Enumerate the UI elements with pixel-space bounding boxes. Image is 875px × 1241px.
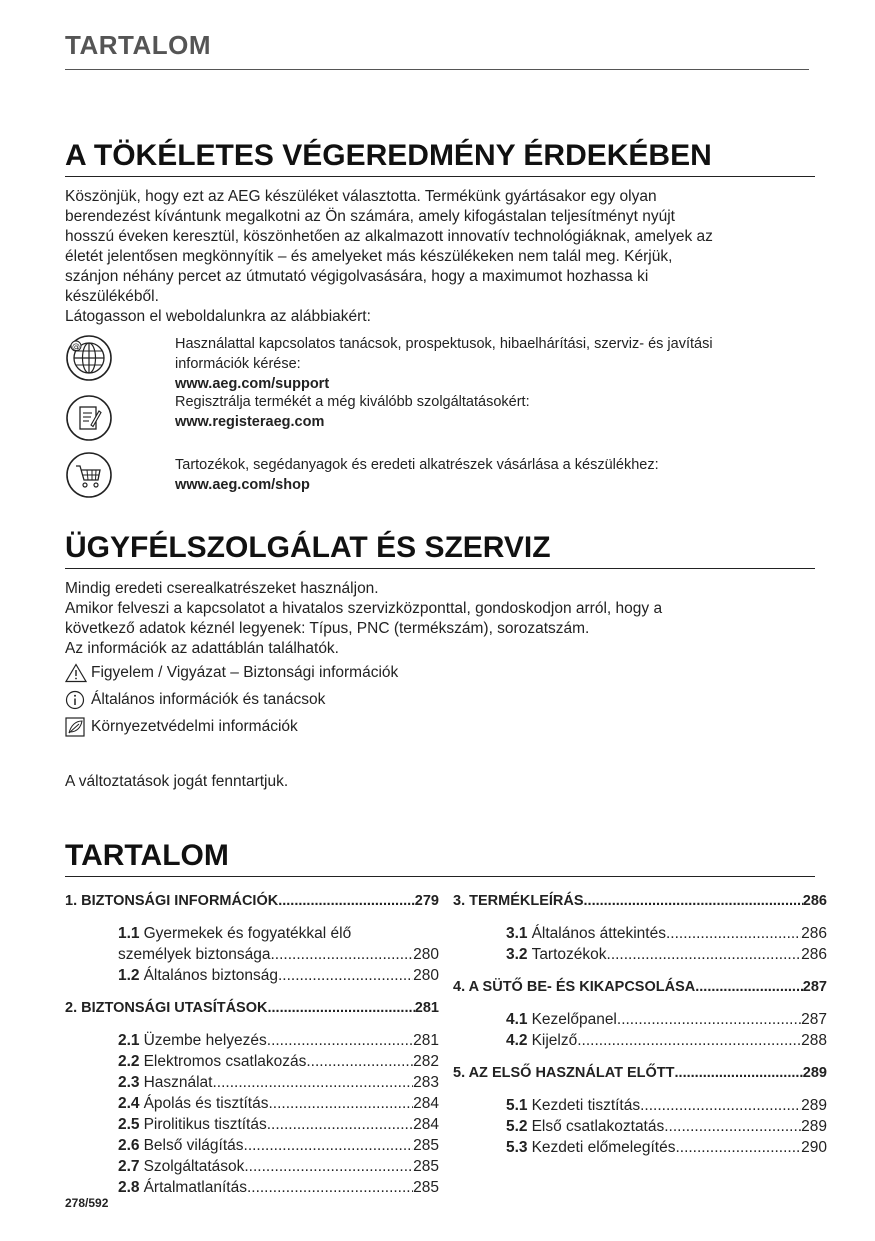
toc-entry[interactable] xyxy=(118,1051,439,1072)
toc-entry[interactable] xyxy=(118,1114,439,1135)
toc-chapter[interactable] xyxy=(453,1060,827,1086)
section-intro xyxy=(65,138,815,493)
toc-page: 281 xyxy=(413,1032,439,1049)
legend-label: Figyelem / Vigyázat – Biztonsági információk xyxy=(91,663,399,681)
toc-entry-number: 2.7 xyxy=(118,1158,140,1175)
toc-page: 283 xyxy=(413,1074,439,1091)
toc-entry[interactable] xyxy=(506,1137,827,1158)
toc-page: 289 xyxy=(802,1065,827,1081)
toc-entry-number: 2.4 xyxy=(118,1095,140,1112)
contact-register xyxy=(65,394,815,446)
toc-entry[interactable] xyxy=(506,1009,827,1030)
toc-title: TARTALOM xyxy=(65,838,815,877)
toc-page: 284 xyxy=(413,1116,439,1133)
toc-entry-title: Használat xyxy=(143,1074,213,1091)
section-title: ÜGYFÉLSZOLGÁLAT ÉS SZERVIZ xyxy=(65,530,815,569)
toc-entry-title: Kezelőpanel xyxy=(531,1011,617,1028)
toc-entry-number: 1.1 xyxy=(118,925,140,942)
toc-entry-title: Gyermekek és fogyatékkal élő xyxy=(143,925,352,942)
toc-chapter[interactable] xyxy=(65,888,439,914)
contact-text xyxy=(175,334,815,394)
toc-entry-title: Ártalmatlanítás xyxy=(143,1179,247,1196)
service-line: Mindig eredeti cserealkatrészeket használjon. xyxy=(65,580,379,597)
shopping-cart-icon xyxy=(65,451,113,499)
toc-entry-title: Általános biztonság xyxy=(143,967,278,984)
toc-entry-number: 5.2 xyxy=(506,1118,528,1135)
toc-entry[interactable] xyxy=(118,1072,439,1093)
toc-page: 286 xyxy=(802,893,827,909)
toc-page: 290 xyxy=(801,1139,827,1156)
info-icon xyxy=(65,690,87,710)
toc-chapter[interactable] xyxy=(65,995,439,1021)
toc-chapter[interactable] xyxy=(453,888,827,914)
running-header xyxy=(65,30,809,70)
toc-chapter-title: 1. BIZTONSÁGI INFORMÁCIÓK xyxy=(65,893,279,909)
toc-page: 287 xyxy=(802,979,827,995)
toc-page: 287 xyxy=(801,1011,827,1028)
intro-line: készülékéből. xyxy=(65,288,159,305)
toc-entry-number: 2.3 xyxy=(118,1074,140,1091)
toc-entry[interactable] xyxy=(506,1116,827,1137)
toc-page: 289 xyxy=(801,1118,827,1135)
toc-entry-title: Ápolás és tisztítás xyxy=(143,1095,269,1112)
leaf-icon xyxy=(65,717,87,737)
section-title: A TÖKÉLETES VÉGEREDMÉNY ÉRDEKÉBEN xyxy=(65,138,815,177)
legend-environment xyxy=(65,713,815,740)
toc-entry-number: 2.8 xyxy=(118,1179,140,1196)
changes-note: A változtatások jogát fenntartjuk. xyxy=(65,773,289,790)
register-link[interactable]: www.registeraeg.com xyxy=(175,414,325,430)
toc-entry-title: Általános áttekintés xyxy=(531,925,666,942)
toc-entry-number: 2.1 xyxy=(118,1032,140,1049)
toc-page: 286 xyxy=(801,946,827,963)
toc-right-column xyxy=(453,888,827,1158)
toc-page: 288 xyxy=(801,1032,827,1049)
warning-icon xyxy=(65,663,87,683)
toc-entry-number: 3.2 xyxy=(506,946,528,963)
intro-line: Köszönjük, hogy ezt az AEG készüléket választotta. Termékünk gyártásakor egy olyan xyxy=(65,188,657,205)
toc-entry-title: Kezdeti előmelegítés xyxy=(531,1139,676,1156)
toc-entry-number: 1.2 xyxy=(118,967,140,984)
toc-chapter-title: 3. TERMÉKLEÍRÁS xyxy=(453,893,584,909)
toc-entry[interactable] xyxy=(118,1177,439,1198)
toc-entry-title: Első csatlakoztatás xyxy=(531,1118,665,1135)
contact-text xyxy=(175,392,815,432)
toc-page: 289 xyxy=(801,1097,827,1114)
intro-line: életét jelentősen megkönnyítik – és amelyeket más készülékeken nem talál meg. Kérjük, xyxy=(65,248,673,265)
toc-entry-number: 3.1 xyxy=(506,925,528,942)
toc-entry[interactable] xyxy=(118,1135,439,1156)
toc-entry[interactable] xyxy=(506,1030,827,1051)
legend-info xyxy=(65,686,815,713)
toc-entry-title: Kijelző xyxy=(531,1032,578,1049)
legend-warning xyxy=(65,659,815,686)
toc-entry-title: Pirolitikus tisztítás xyxy=(143,1116,267,1133)
toc-section xyxy=(65,838,815,877)
toc-page: 286 xyxy=(801,925,827,942)
support-link[interactable]: www.aeg.com/support xyxy=(175,376,330,392)
toc-chapter-title: 4. A SÜTŐ BE- ÉS KIKAPCSOLÁSA xyxy=(453,979,696,995)
toc-page: 279 xyxy=(414,893,439,909)
toc-entry-title: Elektromos csatlakozás xyxy=(143,1053,307,1070)
toc-chapter[interactable] xyxy=(453,974,827,1000)
contact-description: Regisztrálja termékét a még kiválóbb szolgáltatásokért: xyxy=(175,394,530,410)
toc-entry-title: Belső világítás xyxy=(143,1137,244,1154)
intro-line: hosszú éveken keresztül, köszönhetően az alkalmazott innovatív technológiáknak, amelyek az xyxy=(65,228,713,245)
toc-entry-title: Szolgáltatások xyxy=(143,1158,245,1175)
legend-label: Környezetvédelmi információk xyxy=(91,717,298,735)
service-line: Az információk az adattáblán találhatók. xyxy=(65,640,339,657)
toc-entry[interactable] xyxy=(118,1030,439,1051)
contact-support xyxy=(65,334,815,392)
register-icon xyxy=(65,394,113,442)
toc-entry-number: 5.3 xyxy=(506,1139,528,1156)
legend-label: Általános információk és tanácsok xyxy=(91,690,326,708)
toc-entry-title: Tartozékok xyxy=(531,946,607,963)
intro-line: szánjon néhány percet az útmutató végigolvasására, hogy a maximumot hozhassa ki xyxy=(65,268,649,285)
toc-page: 280 xyxy=(413,946,439,963)
service-line: következő adatok kéznél legyenek: Típus, PNC (termékszám), sorozatszám. xyxy=(65,620,590,637)
toc-entry-number: 4.1 xyxy=(506,1011,528,1028)
toc-entry[interactable] xyxy=(118,1093,439,1114)
toc-entry[interactable] xyxy=(506,923,827,944)
toc-page: 285 xyxy=(413,1179,439,1196)
contact-text xyxy=(175,455,815,495)
toc-entry-number: 2.6 xyxy=(118,1137,140,1154)
toc-entry-number: 4.2 xyxy=(506,1032,528,1049)
intro-line: Látogasson el weboldalunkra az alábbiakért: xyxy=(65,308,371,325)
toc-entry[interactable] xyxy=(506,1095,827,1116)
toc-page: 285 xyxy=(413,1137,439,1154)
toc-entry[interactable] xyxy=(118,965,439,986)
toc-entry-title: személyek biztonsága xyxy=(118,946,271,963)
toc-page: 284 xyxy=(413,1095,439,1112)
page-counter: 278/592 xyxy=(65,1196,109,1210)
contact-description: Használattal kapcsolatos tanácsok, prospektusok, hibaelhárítási, szerviz- és javítási xyxy=(175,336,713,352)
toc-entry-number: 2.5 xyxy=(118,1116,140,1133)
toc-chapter-title: 2. BIZTONSÁGI UTASÍTÁSOK xyxy=(65,1000,268,1016)
intro-line: berendezést kívántunk megalkotni az Ön számára, amely kifogástalan teljesítményt nyújt xyxy=(65,208,675,225)
toc-entry-title: Üzembe helyezés xyxy=(143,1032,267,1049)
toc-entry-title: Kezdeti tisztítás xyxy=(531,1097,641,1114)
toc-chapter-title: 5. AZ ELSŐ HASZNÁLAT ELŐTT xyxy=(453,1065,675,1081)
toc-entry[interactable] xyxy=(118,1156,439,1177)
section-service xyxy=(65,530,815,792)
toc-page: 281 xyxy=(414,1000,439,1016)
toc-entry[interactable] xyxy=(506,944,827,965)
service-line: Amikor felveszi a kapcsolatot a hivatalos szervizközponttal, gondoskodjon arról, hogy a xyxy=(65,600,663,617)
toc-entry-continuation[interactable] xyxy=(118,944,439,965)
contact-description: információk kérése: xyxy=(175,356,301,372)
contact-shop xyxy=(65,451,815,503)
toc-page: 282 xyxy=(413,1053,439,1070)
toc-page: 285 xyxy=(413,1158,439,1175)
shop-link[interactable]: www.aeg.com/shop xyxy=(175,477,310,493)
contact-description: Tartozékok, segédanyagok és eredeti alkatrészek vásárlása a készülékhez: xyxy=(175,457,659,473)
toc-entry[interactable] xyxy=(118,923,439,944)
toc-left-column xyxy=(65,888,439,1198)
globe-icon xyxy=(65,334,113,382)
svg-text:@: @ xyxy=(72,342,80,351)
toc-page: 280 xyxy=(413,967,439,984)
toc-entry-number: 5.1 xyxy=(506,1097,528,1114)
toc-entry-number: 2.2 xyxy=(118,1053,140,1070)
running-header-title: TARTALOM xyxy=(65,30,211,60)
